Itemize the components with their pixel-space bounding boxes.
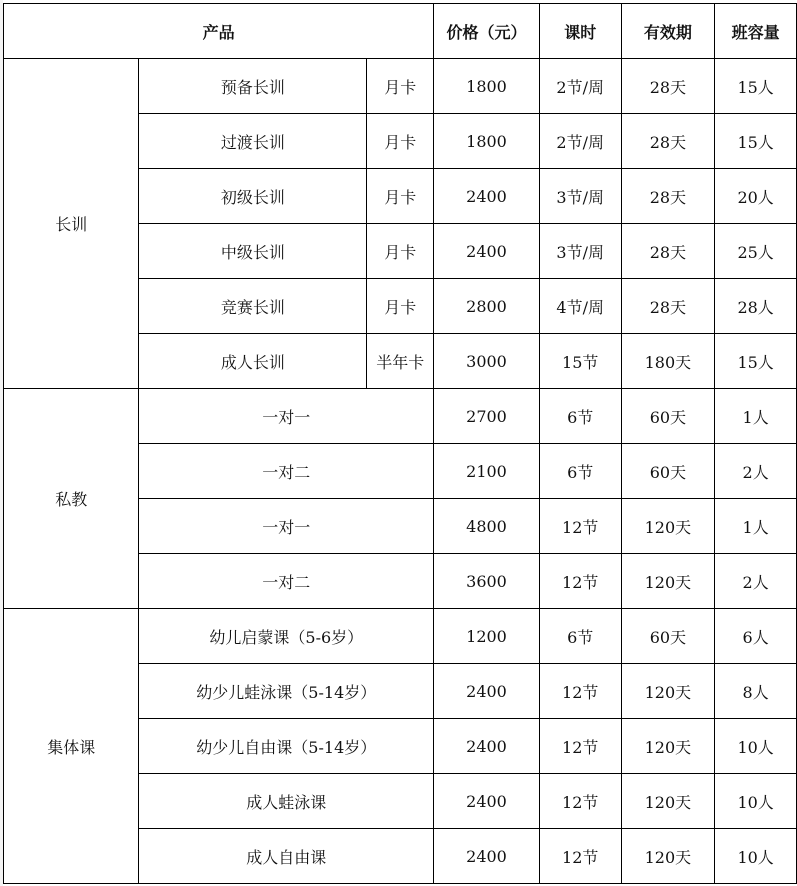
product-name: 成人长训 bbox=[139, 334, 367, 389]
lessons-cell: 15节 bbox=[539, 334, 621, 389]
capacity-cell: 20人 bbox=[715, 169, 797, 224]
lessons-cell: 12节 bbox=[539, 554, 621, 609]
capacity-cell: 10人 bbox=[715, 829, 797, 884]
table-row bbox=[4, 609, 797, 664]
product-name: 幼儿启蒙课（5-6岁） bbox=[139, 609, 434, 664]
capacity-cell: 25人 bbox=[715, 224, 797, 279]
product-name: 成人自由课 bbox=[139, 829, 434, 884]
header-product: 产品 bbox=[4, 4, 434, 59]
header-lessons: 课时 bbox=[539, 4, 621, 59]
capacity-cell: 15人 bbox=[715, 334, 797, 389]
card-type: 月卡 bbox=[367, 224, 434, 279]
header-capacity: 班容量 bbox=[715, 4, 797, 59]
lessons-cell: 6节 bbox=[539, 444, 621, 499]
pricing-table bbox=[3, 3, 797, 884]
capacity-cell: 2人 bbox=[715, 554, 797, 609]
card-type: 半年卡 bbox=[367, 334, 434, 389]
header-validity: 有效期 bbox=[621, 4, 715, 59]
product-name: 竞赛长训 bbox=[139, 279, 367, 334]
product-name: 过渡长训 bbox=[139, 114, 367, 169]
price-cell: 2400 bbox=[434, 664, 540, 719]
product-name: 一对二 bbox=[139, 554, 434, 609]
product-name: 成人蛙泳课 bbox=[139, 774, 434, 829]
price-cell: 2700 bbox=[434, 389, 540, 444]
table-row bbox=[4, 389, 797, 444]
table-row bbox=[4, 59, 797, 114]
capacity-cell: 28人 bbox=[715, 279, 797, 334]
capacity-cell: 15人 bbox=[715, 114, 797, 169]
group-label: 集体课 bbox=[4, 609, 139, 884]
price-cell: 2400 bbox=[434, 719, 540, 774]
price-cell: 2400 bbox=[434, 169, 540, 224]
validity-cell: 60天 bbox=[621, 389, 715, 444]
validity-cell: 60天 bbox=[621, 444, 715, 499]
lessons-cell: 2节/周 bbox=[539, 114, 621, 169]
lessons-cell: 4节/周 bbox=[539, 279, 621, 334]
capacity-cell: 8人 bbox=[715, 664, 797, 719]
card-type: 月卡 bbox=[367, 114, 434, 169]
price-cell: 3000 bbox=[434, 334, 540, 389]
group-label: 私教 bbox=[4, 389, 139, 609]
price-cell: 3600 bbox=[434, 554, 540, 609]
validity-cell: 28天 bbox=[621, 169, 715, 224]
validity-cell: 120天 bbox=[621, 829, 715, 884]
validity-cell: 120天 bbox=[621, 554, 715, 609]
validity-cell: 28天 bbox=[621, 279, 715, 334]
validity-cell: 120天 bbox=[621, 499, 715, 554]
lessons-cell: 6节 bbox=[539, 389, 621, 444]
lessons-cell: 12节 bbox=[539, 664, 621, 719]
card-type: 月卡 bbox=[367, 169, 434, 224]
product-name: 中级长训 bbox=[139, 224, 367, 279]
price-cell: 2800 bbox=[434, 279, 540, 334]
card-type: 月卡 bbox=[367, 59, 434, 114]
lessons-cell: 3节/周 bbox=[539, 169, 621, 224]
price-cell: 2400 bbox=[434, 224, 540, 279]
lessons-cell: 12节 bbox=[539, 829, 621, 884]
product-name: 幼少儿自由课（5-14岁） bbox=[139, 719, 434, 774]
capacity-cell: 2人 bbox=[715, 444, 797, 499]
price-cell: 4800 bbox=[434, 499, 540, 554]
validity-cell: 120天 bbox=[621, 664, 715, 719]
product-name: 初级长训 bbox=[139, 169, 367, 224]
lessons-cell: 12节 bbox=[539, 719, 621, 774]
capacity-cell: 1人 bbox=[715, 499, 797, 554]
validity-cell: 28天 bbox=[621, 59, 715, 114]
product-name: 一对二 bbox=[139, 444, 434, 499]
header-price: 价格（元） bbox=[434, 4, 540, 59]
price-cell: 1200 bbox=[434, 609, 540, 664]
lessons-cell: 6节 bbox=[539, 609, 621, 664]
validity-cell: 28天 bbox=[621, 224, 715, 279]
product-name: 一对一 bbox=[139, 389, 434, 444]
capacity-cell: 15人 bbox=[715, 59, 797, 114]
capacity-cell: 6人 bbox=[715, 609, 797, 664]
product-name: 预备长训 bbox=[139, 59, 367, 114]
lessons-cell: 3节/周 bbox=[539, 224, 621, 279]
price-cell: 2100 bbox=[434, 444, 540, 499]
price-cell: 2400 bbox=[434, 829, 540, 884]
price-cell: 2400 bbox=[434, 774, 540, 829]
validity-cell: 120天 bbox=[621, 774, 715, 829]
capacity-cell: 10人 bbox=[715, 774, 797, 829]
price-cell: 1800 bbox=[434, 59, 540, 114]
lessons-cell: 12节 bbox=[539, 499, 621, 554]
capacity-cell: 10人 bbox=[715, 719, 797, 774]
group-label: 长训 bbox=[4, 59, 139, 389]
capacity-cell: 1人 bbox=[715, 389, 797, 444]
validity-cell: 180天 bbox=[621, 334, 715, 389]
validity-cell: 28天 bbox=[621, 114, 715, 169]
lessons-cell: 2节/周 bbox=[539, 59, 621, 114]
product-name: 幼少儿蛙泳课（5-14岁） bbox=[139, 664, 434, 719]
price-cell: 1800 bbox=[434, 114, 540, 169]
lessons-cell: 12节 bbox=[539, 774, 621, 829]
validity-cell: 120天 bbox=[621, 719, 715, 774]
header-row bbox=[4, 4, 797, 59]
card-type: 月卡 bbox=[367, 279, 434, 334]
product-name: 一对一 bbox=[139, 499, 434, 554]
validity-cell: 60天 bbox=[621, 609, 715, 664]
